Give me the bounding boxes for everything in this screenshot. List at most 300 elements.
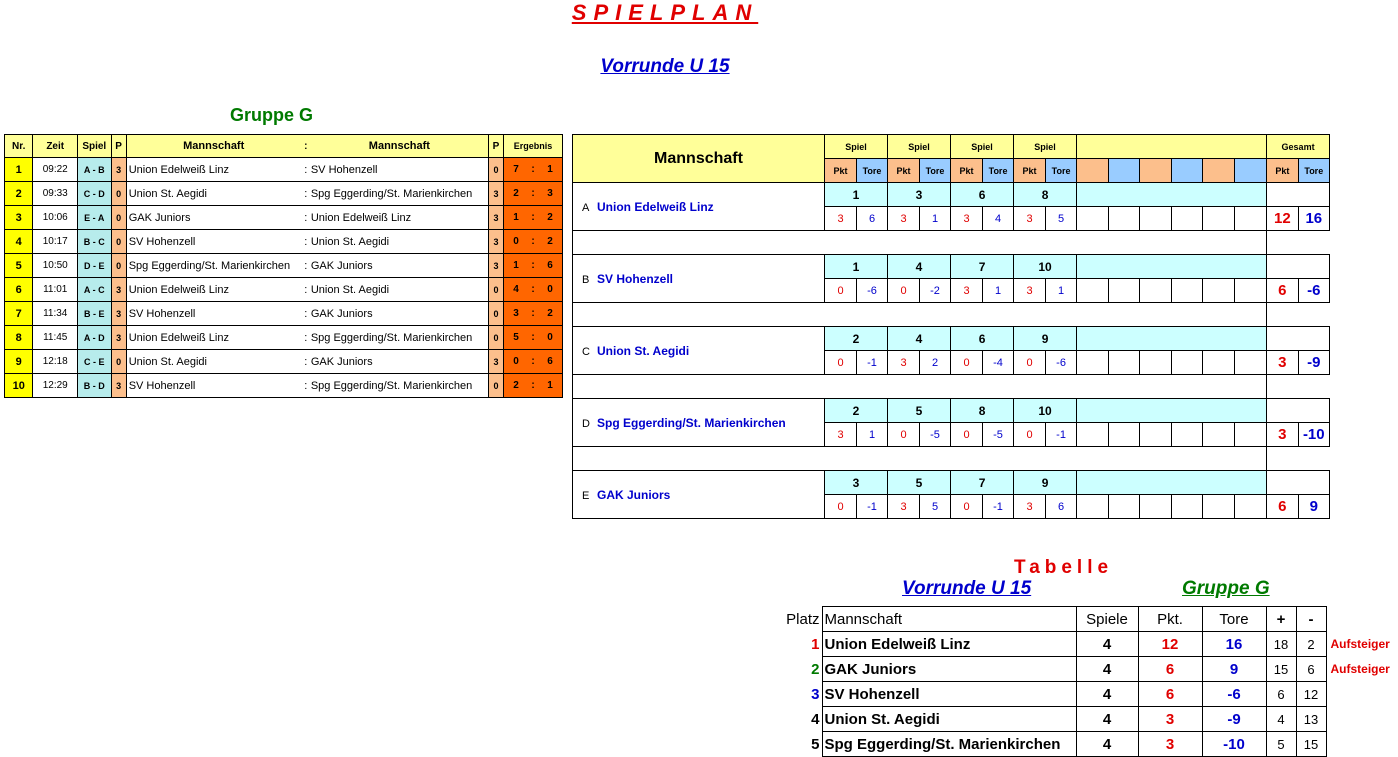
total-points: 3 — [1267, 423, 1298, 447]
result-colon: : — [528, 374, 538, 398]
matrix-header-gesamt-tore: Tore — [1298, 159, 1329, 183]
total-points: 12 — [1267, 207, 1298, 231]
home-team: Spg Eggerding/St. Marienkirchen — [126, 254, 301, 278]
points-value: 0 — [951, 351, 983, 375]
gesamt-top — [1267, 327, 1330, 351]
standings-team: SV Hohenzell — [822, 682, 1076, 707]
game-pairing: A - B — [78, 158, 111, 182]
standings-header-row — [780, 607, 1396, 632]
team-letter: A — [582, 201, 590, 214]
home-goals: 3 — [504, 302, 528, 326]
team-letter: E — [582, 489, 590, 502]
game-pairing: A - D — [78, 326, 111, 350]
result-colon: : — [528, 158, 538, 182]
points-value: 0 — [825, 495, 857, 519]
goals-value: 5 — [920, 495, 951, 519]
standings-goal-diff: -10 — [1202, 732, 1266, 757]
matrix-header-spiel-4: Spiel — [1014, 135, 1077, 159]
home-goals: 1 — [504, 206, 528, 230]
empty-cell — [1140, 495, 1172, 519]
standings-goal-diff: -6 — [1202, 682, 1266, 707]
matrix-header-empty — [1203, 159, 1235, 183]
rank: 5 — [811, 735, 820, 753]
empty-cell — [1235, 423, 1267, 447]
matrix-header-gesamt-pkt: Pkt — [1267, 159, 1298, 183]
home-points: 3 — [111, 326, 126, 350]
away-team: GAK Juniors — [311, 254, 489, 278]
result-colon: : — [528, 326, 538, 350]
home-goals: 7 — [504, 158, 528, 182]
away-goals: 2 — [538, 230, 562, 254]
total-points: 6 — [1267, 279, 1298, 303]
away-goals: 2 — [538, 302, 562, 326]
game-number-cell: 6 — [951, 183, 1014, 207]
game-number: 9 — [5, 350, 33, 374]
game-number-cell: 2 — [825, 327, 888, 351]
game-number-cell: 1 — [825, 255, 888, 279]
standings-team: GAK Juniors — [822, 657, 1076, 682]
standings-goal-diff: -9 — [1202, 707, 1266, 732]
matrix-header-gesamt: Gesamt — [1267, 135, 1330, 159]
goals-value: 6 — [857, 207, 888, 231]
game-pairing: B - E — [78, 302, 111, 326]
away-points: 0 — [488, 326, 503, 350]
game-pairing: E - A — [78, 206, 111, 230]
points-value: 3 — [888, 207, 920, 231]
goals-against: 15 — [1296, 732, 1326, 757]
standings-subtitle: Vorrunde U 15 — [902, 578, 1032, 599]
matrix-header-empty — [1077, 159, 1109, 183]
header-result: Ergebnis — [504, 135, 563, 158]
team-separator: : — [301, 326, 311, 350]
team-name: GAK Juniors — [597, 487, 671, 502]
points-value: 0 — [888, 279, 920, 303]
standings-games: 4 — [1076, 657, 1138, 682]
game-number: 10 — [5, 374, 33, 398]
away-team: Union Edelweiß Linz — [311, 206, 489, 230]
goals-value: -5 — [983, 423, 1014, 447]
standings-row — [780, 632, 1396, 657]
team-separator: : — [301, 254, 311, 278]
standings-row — [780, 682, 1396, 707]
standings-table — [780, 606, 1396, 757]
game-pairing: B - D — [78, 374, 111, 398]
header-nr: Nr. — [5, 135, 33, 158]
home-goals: 5 — [504, 326, 528, 350]
rank: 3 — [811, 685, 820, 703]
matrix-header-pkt: Pkt — [951, 159, 983, 183]
goals-for: 5 — [1266, 732, 1296, 757]
goals-value: 1 — [920, 207, 951, 231]
away-goals: 2 — [538, 206, 562, 230]
home-points: 3 — [111, 278, 126, 302]
standings-goal-diff: 16 — [1202, 632, 1266, 657]
empty-cell — [1203, 423, 1235, 447]
points-value: 3 — [951, 207, 983, 231]
goals-value: -4 — [983, 351, 1014, 375]
matrix-header-empty — [1235, 159, 1267, 183]
game-number-cell: 8 — [951, 399, 1014, 423]
matrix-spacer-row — [573, 231, 1330, 255]
matrix-fill — [1077, 327, 1267, 351]
empty-cell — [1109, 279, 1140, 303]
rank: 1 — [811, 635, 820, 653]
team-name: Spg Eggerding/St. Marienkirchen — [597, 415, 786, 430]
empty-cell — [1077, 279, 1109, 303]
game-time: 10:17 — [33, 230, 78, 254]
away-goals: 1 — [538, 158, 562, 182]
game-time: 11:45 — [33, 326, 78, 350]
empty-cell — [1140, 207, 1172, 231]
result-colon: : — [528, 206, 538, 230]
game-time: 09:22 — [33, 158, 78, 182]
matrix-header-pkt: Pkt — [825, 159, 857, 183]
game-number-cell: 5 — [888, 399, 951, 423]
matrix-header-tore: Tore — [920, 159, 951, 183]
empty-cell — [1140, 279, 1172, 303]
game-time: 09:33 — [33, 182, 78, 206]
total-goals: 16 — [1298, 207, 1329, 231]
result-colon: : — [528, 278, 538, 302]
game-pairing: A - C — [78, 278, 111, 302]
matrix-fill — [1077, 399, 1267, 423]
home-team: Union St. Aegidi — [126, 182, 301, 206]
points-value: 0 — [951, 495, 983, 519]
points-value: 3 — [825, 423, 857, 447]
status-badge: Aufsteiger — [1330, 662, 1390, 676]
points-value: 3 — [1014, 279, 1046, 303]
result-colon: : — [528, 350, 538, 374]
standings-header-tore: Tore — [1202, 607, 1266, 632]
standings-points: 3 — [1138, 732, 1202, 757]
schedule-row — [5, 206, 563, 230]
team-name: Union St. Aegidi — [597, 343, 690, 358]
goals-value: 2 — [920, 351, 951, 375]
home-points: 3 — [111, 374, 126, 398]
game-number-cell: 7 — [951, 471, 1014, 495]
home-goals: 2 — [504, 374, 528, 398]
goals-value: 4 — [983, 207, 1014, 231]
rank: 2 — [811, 660, 820, 678]
away-goals: 3 — [538, 182, 562, 206]
team-name: Union Edelweiß Linz — [597, 199, 714, 214]
away-team: SV Hohenzell — [311, 158, 489, 182]
gesamt-top — [1267, 183, 1330, 207]
goals-against: 13 — [1296, 707, 1326, 732]
team-separator: : — [301, 278, 311, 302]
game-pairing: C - E — [78, 350, 111, 374]
game-time: 11:34 — [33, 302, 78, 326]
goals-value: -1 — [1046, 423, 1077, 447]
game-pairing: B - C — [78, 230, 111, 254]
game-number-cell: 4 — [888, 255, 951, 279]
goals-against: 2 — [1296, 632, 1326, 657]
game-time: 10:06 — [33, 206, 78, 230]
standings-team: Union Edelweiß Linz — [822, 632, 1076, 657]
gesamt-top — [1267, 471, 1330, 495]
empty-cell — [1077, 351, 1109, 375]
empty-cell — [1077, 495, 1109, 519]
standings-points: 12 — [1138, 632, 1202, 657]
matrix-header-pkt: Pkt — [1014, 159, 1046, 183]
matrix-team-cell — [573, 399, 825, 447]
matrix-header-empty — [1109, 159, 1140, 183]
team-letter: D — [582, 417, 590, 430]
points-value: 0 — [1014, 423, 1046, 447]
home-team: Union Edelweiß Linz — [126, 158, 301, 182]
matrix-header-empty — [1172, 159, 1203, 183]
home-points: 0 — [111, 350, 126, 374]
empty-cell — [1077, 207, 1109, 231]
gesamt-top — [1267, 399, 1330, 423]
away-points: 3 — [488, 182, 503, 206]
standings-group: Gruppe G — [1182, 578, 1270, 599]
home-goals: 4 — [504, 278, 528, 302]
schedule-row — [5, 254, 563, 278]
empty-cell — [1077, 423, 1109, 447]
standings-goal-diff: 9 — [1202, 657, 1266, 682]
goals-value: 1 — [857, 423, 888, 447]
matrix-spacer-row — [573, 375, 1330, 399]
away-team: Spg Eggerding/St. Marienkirchen — [311, 326, 489, 350]
goals-value: -5 — [920, 423, 951, 447]
points-value: 3 — [888, 495, 920, 519]
status-badge: Aufsteiger — [1330, 637, 1390, 651]
home-points: 0 — [111, 254, 126, 278]
home-goals: 2 — [504, 182, 528, 206]
empty-cell — [1235, 279, 1267, 303]
matrix-header-team: Mannschaft — [573, 135, 825, 183]
home-points: 3 — [111, 158, 126, 182]
matrix-team-row — [573, 255, 1330, 279]
home-points: 3 — [111, 302, 126, 326]
away-points: 0 — [488, 158, 503, 182]
points-value: 0 — [951, 423, 983, 447]
points-value: 0 — [1014, 351, 1046, 375]
spacer-cell — [573, 231, 1267, 255]
matrix-header-tore: Tore — [857, 159, 888, 183]
points-value: 0 — [825, 351, 857, 375]
game-number-cell: 8 — [1014, 183, 1077, 207]
empty-cell — [1140, 423, 1172, 447]
game-number-cell: 7 — [951, 255, 1014, 279]
team-letter: B — [582, 273, 590, 286]
empty-cell — [1109, 207, 1140, 231]
spacer-cell — [573, 303, 1267, 327]
goals-value: -1 — [857, 351, 888, 375]
game-number: 3 — [5, 206, 33, 230]
matrix-header-tore: Tore — [1046, 159, 1077, 183]
total-points: 6 — [1267, 495, 1298, 519]
away-goals: 6 — [538, 254, 562, 278]
standings-row — [780, 707, 1396, 732]
matrix-spacer-row — [573, 447, 1330, 471]
total-points: 3 — [1267, 351, 1298, 375]
matrix-header-spiel-3: Spiel — [951, 135, 1014, 159]
empty-cell — [1203, 207, 1235, 231]
game-number-cell: 5 — [888, 471, 951, 495]
matrix-spacer-row — [573, 303, 1330, 327]
team-separator: : — [301, 374, 311, 398]
goals-value: -1 — [857, 495, 888, 519]
game-time: 11:01 — [33, 278, 78, 302]
standings-header-plus: + — [1266, 607, 1296, 632]
points-value: 0 — [825, 279, 857, 303]
status-badge — [1326, 732, 1396, 757]
matrix-fill — [1077, 471, 1267, 495]
game-number: 8 — [5, 326, 33, 350]
empty-cell — [1172, 207, 1203, 231]
home-goals: 0 — [504, 230, 528, 254]
standings-points: 6 — [1138, 657, 1202, 682]
goals-against: 12 — [1296, 682, 1326, 707]
goals-value: -1 — [983, 495, 1014, 519]
goals-value: 6 — [1046, 495, 1077, 519]
empty-cell — [1172, 351, 1203, 375]
total-goals: -6 — [1298, 279, 1329, 303]
page-subtitle: Vorrunde U 15 — [600, 56, 730, 77]
goals-for: 15 — [1266, 657, 1296, 682]
game-number-cell: 9 — [1014, 327, 1077, 351]
game-number-cell: 9 — [1014, 471, 1077, 495]
away-team: GAK Juniors — [311, 350, 489, 374]
goals-against: 6 — [1296, 657, 1326, 682]
empty-cell — [1140, 351, 1172, 375]
game-number: 6 — [5, 278, 33, 302]
result-colon: : — [528, 230, 538, 254]
home-goals: 1 — [504, 254, 528, 278]
team-separator: : — [301, 206, 311, 230]
header-p2: P — [488, 135, 503, 158]
standings-games: 4 — [1076, 732, 1138, 757]
home-team: SV Hohenzell — [126, 302, 301, 326]
away-points: 0 — [488, 278, 503, 302]
game-number: 4 — [5, 230, 33, 254]
points-value: 3 — [888, 351, 920, 375]
game-number: 5 — [5, 254, 33, 278]
status-badge — [1326, 707, 1396, 732]
home-team: Union St. Aegidi — [126, 350, 301, 374]
header-spiel: Spiel — [78, 135, 111, 158]
matrix-team-cell — [573, 183, 825, 231]
home-team: SV Hohenzell — [126, 230, 301, 254]
empty-cell — [1109, 423, 1140, 447]
game-number: 7 — [5, 302, 33, 326]
goals-value: 5 — [1046, 207, 1077, 231]
schedule-row — [5, 230, 563, 254]
schedule-row — [5, 374, 563, 398]
schedule-row — [5, 278, 563, 302]
empty-cell — [1172, 279, 1203, 303]
standings-title: Tabelle — [1014, 557, 1114, 578]
points-value: 3 — [951, 279, 983, 303]
team-separator: : — [301, 302, 311, 326]
goals-value: -6 — [1046, 351, 1077, 375]
game-number-cell: 2 — [825, 399, 888, 423]
game-pairing: D - E — [78, 254, 111, 278]
standings-games: 4 — [1076, 632, 1138, 657]
home-team: GAK Juniors — [126, 206, 301, 230]
page-title: SPIELPLAN — [571, 0, 759, 25]
schedule-row — [5, 182, 563, 206]
game-pairing: C - D — [78, 182, 111, 206]
standings-points: 3 — [1138, 707, 1202, 732]
away-points: 3 — [488, 254, 503, 278]
standings-header-note — [1326, 607, 1396, 632]
matrix-team-row — [573, 471, 1330, 495]
empty-cell — [1203, 495, 1235, 519]
points-value: 3 — [825, 207, 857, 231]
points-value: 3 — [1014, 207, 1046, 231]
total-goals: 9 — [1298, 495, 1329, 519]
empty-cell — [1235, 207, 1267, 231]
matrix-team-cell — [573, 255, 825, 303]
empty-cell — [1172, 495, 1203, 519]
standings-row — [780, 657, 1396, 682]
game-number-cell: 3 — [825, 471, 888, 495]
standings-header-minus: - — [1296, 607, 1326, 632]
goals-for: 6 — [1266, 682, 1296, 707]
goals-value: -6 — [857, 279, 888, 303]
matrix-team-row — [573, 327, 1330, 351]
home-points: 0 — [111, 182, 126, 206]
game-number: 2 — [5, 182, 33, 206]
goals-for: 18 — [1266, 632, 1296, 657]
standings-header-team: Mannschaft — [822, 607, 1076, 632]
away-points: 0 — [488, 374, 503, 398]
result-colon: : — [528, 302, 538, 326]
empty-cell — [1203, 279, 1235, 303]
game-time: 10:50 — [33, 254, 78, 278]
header-p: P — [111, 135, 126, 158]
home-team: Union Edelweiß Linz — [126, 326, 301, 350]
total-goals: -10 — [1298, 423, 1329, 447]
game-number-cell: 1 — [825, 183, 888, 207]
game-number-cell: 6 — [951, 327, 1014, 351]
away-goals: 0 — [538, 278, 562, 302]
result-colon: : — [528, 182, 538, 206]
gesamt-top — [1267, 255, 1330, 279]
game-number-cell: 4 — [888, 327, 951, 351]
goals-value: -2 — [920, 279, 951, 303]
rank: 4 — [811, 710, 820, 728]
away-points: 3 — [488, 206, 503, 230]
header-team2: Mannschaft — [311, 135, 489, 158]
standings-header-spiele: Spiele — [1076, 607, 1138, 632]
schedule-row — [5, 158, 563, 182]
empty-cell — [1203, 351, 1235, 375]
away-team: Spg Eggerding/St. Marienkirchen — [311, 182, 489, 206]
matrix-fill — [1077, 183, 1267, 207]
away-team: Union St. Aegidi — [311, 230, 489, 254]
team-separator: : — [301, 230, 311, 254]
matrix-fill — [1077, 255, 1267, 279]
team-separator: : — [301, 350, 311, 374]
away-points: 3 — [488, 230, 503, 254]
matrix-header-spiel-1: Spiel — [825, 135, 888, 159]
points-value: 0 — [888, 423, 920, 447]
home-points: 0 — [111, 206, 126, 230]
team-separator: : — [301, 182, 311, 206]
empty-cell — [1109, 351, 1140, 375]
game-time: 12:29 — [33, 374, 78, 398]
schedule-table — [4, 134, 563, 398]
away-goals: 0 — [538, 326, 562, 350]
schedule-header-row — [5, 135, 563, 158]
standings-games: 4 — [1076, 682, 1138, 707]
home-team: SV Hohenzell — [126, 374, 301, 398]
team-matrix — [572, 134, 1330, 519]
